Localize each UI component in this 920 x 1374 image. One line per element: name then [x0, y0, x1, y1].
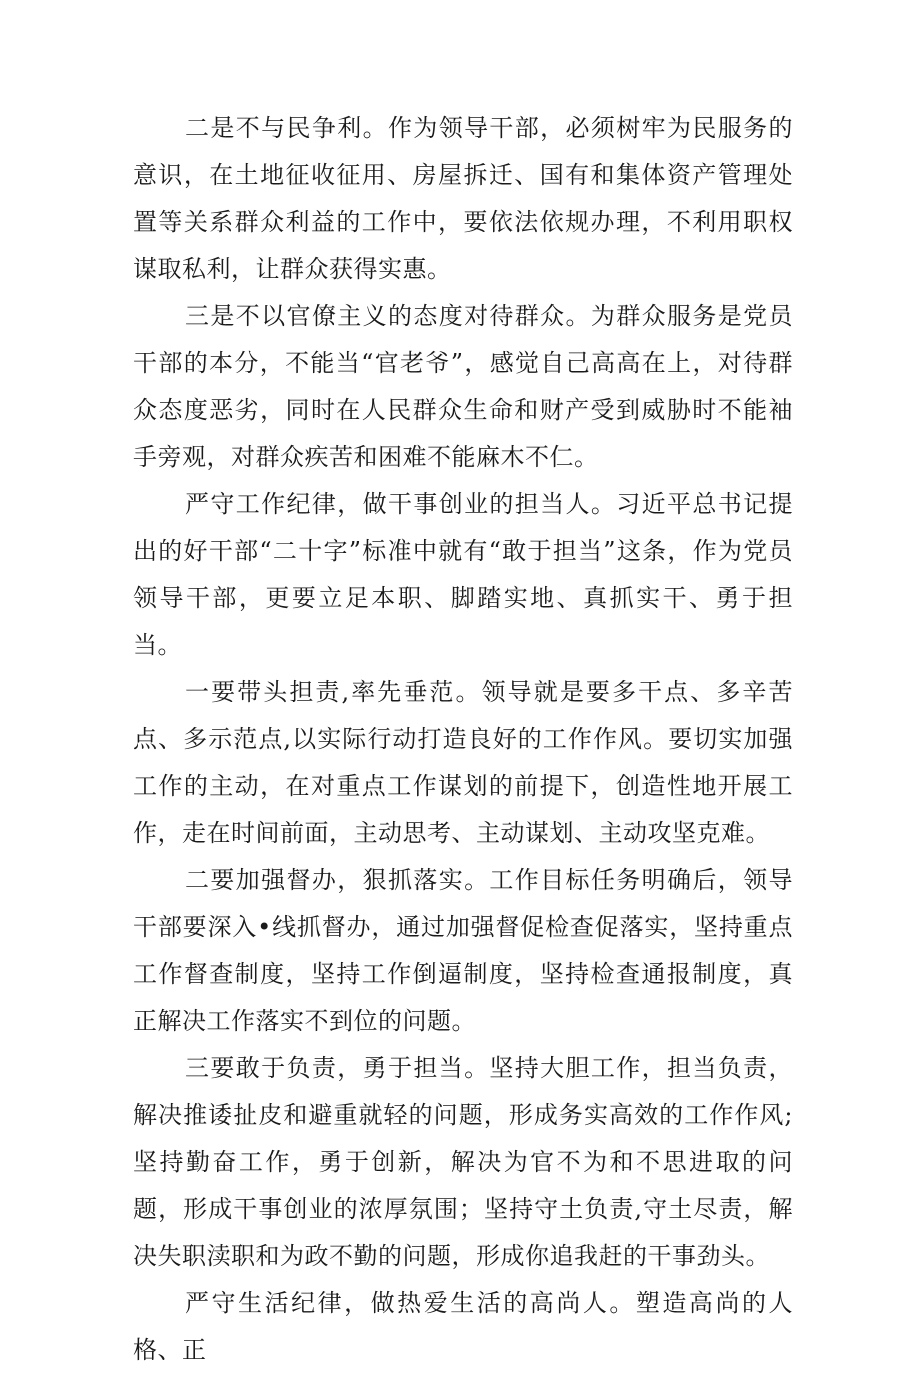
- paragraph-7: 严守生活纪律，做热爱生活的高尚人。塑造高尚的人格、正: [133, 1289, 793, 1364]
- paragraph-1: 二是不与民争利。作为领导干部，必须树牢为民服务的意识，在土地征收征用、房屋拆迁、国有和集体资产管理处置等关系群众利益的工作中，要依法依规办理，不利用职权谋取私利，让群众获得实惠。: [133, 114, 793, 283]
- paragraph-2: 三是不以官僚主义的态度对待群众。为群众服务是党员干部的本分，不能当“官老爷”，感觉自己高高在上，对待群众态度恶劣，同时在人民群众生命和财产受到威胁时不能袖手旁观，对群众疾苦和困难不能麻木不仁。: [133, 302, 793, 471]
- paragraph-6: 三要敢于负责，勇于担当。坚持大胆工作，担当负责，解决推诿扯皮和避重就轻的问题，形成务实高效的工作作风;坚持勤奋工作，勇于创新，解决为官不为和不思进取的问题，形成干事创业的浓厚氛围；坚持守土负责,守土尽责，解决失职渎职和为政不勤的问题，形成你追我赶的干事劲头。: [133, 1054, 793, 1270]
- paragraph-4: 一要带头担责,率先垂范。领导就是要多干点、多辛苦点、多示范点,以实际行动打造良好的工作作风。要切实加强工作的主动，在对重点工作谋划的前提下，创造性地开展工作，走在时间前面，主动思考、主动谋划、主动攻坚克难。: [133, 678, 793, 847]
- document-body: [133, 105, 793, 1374]
- paragraph-5: 二要加强督办，狠抓落实。工作目标任务明确后，领导干部要深入•线抓督办，通过加强督促检查促落实，坚持重点工作督查制度，坚持工作倒逼制度，坚持检查通报制度，真正解决工作落实不到位的问题。: [133, 866, 793, 1035]
- paragraph-3: 严守工作纪律，做干事创业的担当人。习近平总书记提出的好干部“二十字”标准中就有“敢于担当”这条，作为党员领导干部，更要立足本职、脚踏实地、真抓实干、勇于担当。: [133, 490, 793, 659]
